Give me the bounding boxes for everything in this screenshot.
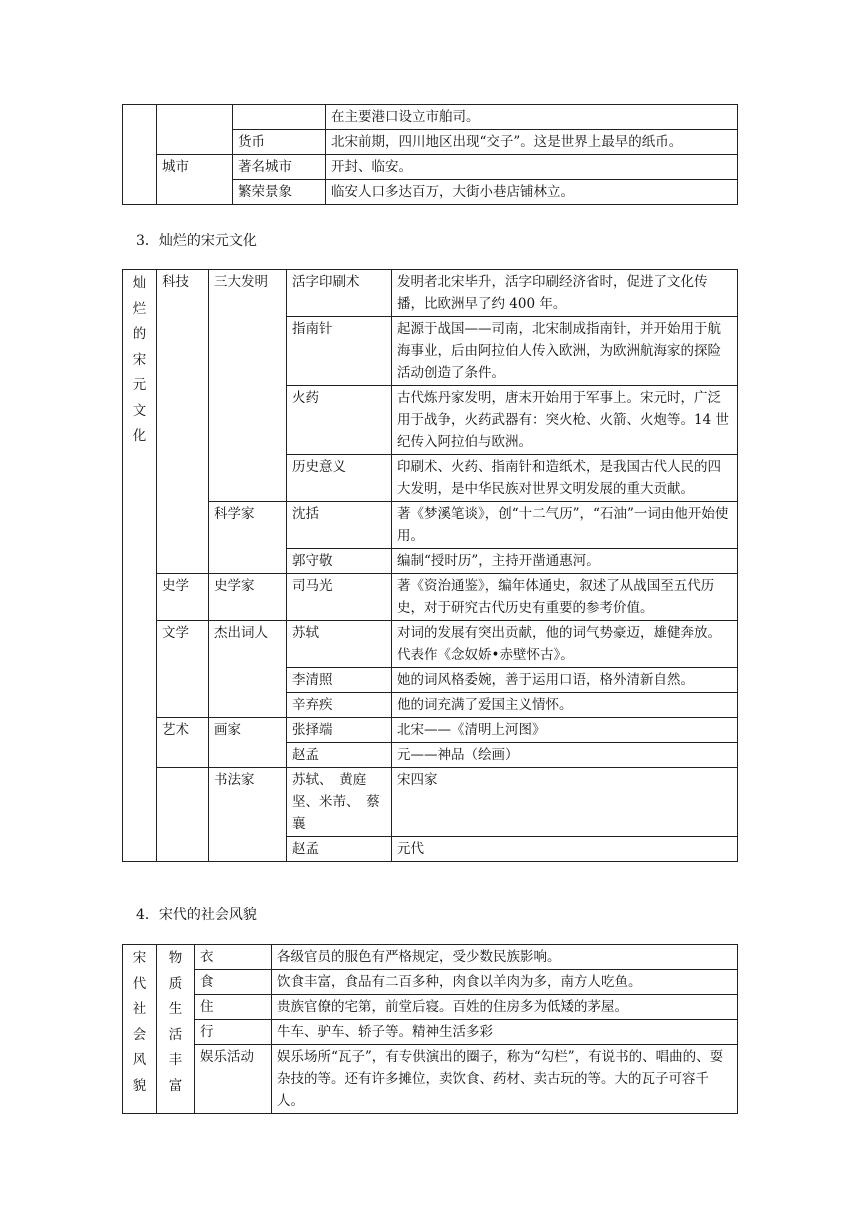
table-cell-content: 娱乐场所“瓦子”，有专供演出的圈子，称为“勾栏”，有说书的、唱曲的、耍杂技的等。还有许多摊位，卖饮食、药材、卖古玩的等。大的瓦子可容千人。 — [272, 1045, 738, 1114]
table-cell-category: 艺术 — [157, 718, 209, 768]
table-cell-category: 文学 — [157, 621, 209, 718]
table-cell-item: 郭守敬 — [287, 549, 392, 574]
table-cell-content: 北宋前期，四川地区出现“交子”。这是世界上最早的纸币。 — [326, 130, 738, 155]
table-cell-content: 牛车、驴车、轿子等。精神生活多彩 — [272, 1020, 738, 1045]
table-cell-category: 物 质 生 活 丰 富 — [157, 945, 195, 1114]
table-cell-content: 她的词风格委婉，善于运用口语，格外清新自然。 — [392, 668, 738, 693]
table-cell-sub: 繁荣景象 — [233, 180, 326, 205]
table-row — [123, 574, 738, 621]
table-song-society — [122, 944, 738, 1114]
table-cell-item: 苏轼、 黄庭坚、米芾、 蔡襄 — [287, 768, 392, 837]
section-heading: 4．宋代的社会风貌 — [136, 907, 257, 923]
table-cell-item: 赵孟 — [287, 743, 392, 768]
table-cell-sub: 史学家 — [209, 574, 287, 621]
table-row — [123, 155, 738, 180]
table-cell-item: 司马光 — [287, 574, 392, 621]
table-row — [123, 995, 738, 1020]
table-cell-sub: 住 — [195, 995, 272, 1020]
table-cell-content: 宋四家 — [392, 768, 738, 837]
table-cell-empty — [123, 105, 157, 205]
table-row — [123, 1045, 738, 1114]
table-row — [123, 1020, 738, 1045]
table-cell-content: 起源于战国——司南，北宋制成指南针，并开始用于航海事业，后由阿拉伯人传入欧洲，为欧洲航海家的探险活动创造了条件。 — [392, 317, 738, 386]
table-cell-content: 发明者北宋毕升，活字印刷经济省时，促进了文化传播，比欧洲早了约 400 年。 — [392, 270, 738, 317]
table-cell-content: 各级官员的服色有严格规定，受少数民族影响。 — [272, 945, 738, 970]
table-cell-empty — [157, 105, 233, 155]
table-cell-content: 他的词充满了爱国主义情怀。 — [392, 693, 738, 718]
table-cell-content: 著《梦溪笔谈》，创“十二气历”，“石油”一词由他开始使用。 — [392, 502, 738, 549]
table-cell-item: 辛弃疾 — [287, 693, 392, 718]
table-cell-item: 历史意义 — [287, 455, 392, 502]
table-cell-content: 编制“授时历”，主持开凿通惠河。 — [392, 549, 738, 574]
table-cell-sub: 杰出词人 — [209, 621, 287, 718]
table-cell-content: 开封、临安。 — [326, 155, 738, 180]
table-cell-content: 在主要港口设立市舶司。 — [326, 105, 738, 130]
table-cell-content: 对词的发展有突出贡献，他的词气势豪迈，雄健奔放。代表作《念奴娇•赤壁怀古》。 — [392, 621, 738, 668]
table-cell-item: 活字印刷术 — [287, 270, 392, 317]
table-cell-item: 火药 — [287, 386, 392, 455]
table-cell-content: 古代炼丹家发明，唐末开始用于军事上。宋元时，广泛用于战争，火药武器有：突火枪、火箭、火炮等。14 世纪传入阿拉伯与欧洲。 — [392, 386, 738, 455]
table-cell-sub: 货币 — [233, 130, 326, 155]
table-cell-sub: 娱乐活动 — [195, 1045, 272, 1114]
table-row — [123, 718, 738, 743]
table-economy-continued — [122, 104, 738, 205]
table-cell-item: 赵孟 — [287, 837, 392, 862]
table-cell-main-label: 灿 烂 的 宋 元 文 化 — [123, 270, 157, 862]
table-row — [123, 502, 738, 549]
table-cell-sub: 三大发明 — [209, 270, 287, 502]
table-cell-item: 指南针 — [287, 317, 392, 386]
table-cell-item: 沈括 — [287, 502, 392, 549]
table-cell-main-label: 宋 代 社 会 风 貌 — [123, 945, 157, 1114]
table-row — [123, 768, 738, 837]
table-cell-content: 饮食丰富，食品有二百多种，肉食以羊肉为多，南方人吃鱼。 — [272, 970, 738, 995]
table-cell-item: 张择端 — [287, 718, 392, 743]
table-row — [123, 621, 738, 668]
table-cell-content: 元——神品（绘画） — [392, 743, 738, 768]
table-cell-item: 李清照 — [287, 668, 392, 693]
table-cell-content: 贵族官僚的宅第，前堂后寝。百姓的住房多为低矮的茅屋。 — [272, 995, 738, 1020]
table-row — [123, 270, 738, 317]
table-cell-content: 北宋——《清明上河图》 — [392, 718, 738, 743]
table-cell-content: 临安人口多达百万，大街小巷店铺林立。 — [326, 180, 738, 205]
table-cell-item: 苏轼 — [287, 621, 392, 668]
table-cell-content: 元代 — [392, 837, 738, 862]
table-cell-category: 科技 — [157, 270, 209, 574]
section-heading: 3．灿烂的宋元文化 — [136, 233, 257, 249]
table-row — [123, 945, 738, 970]
table-cell-sub — [233, 105, 326, 130]
table-cell-sub: 著名城市 — [233, 155, 326, 180]
table-row — [123, 970, 738, 995]
table-cell-content: 印刷术、火药、指南针和造纸术，是我国古代人民的四大发明，是中华民族对世界文明发展的重大贡献。 — [392, 455, 738, 502]
table-cell-category: 城市 — [157, 155, 233, 205]
table-cell-content: 著《资治通鉴》，编年体通史，叙述了从战国至五代历史，对于研究古代历史有重要的参考价值。 — [392, 574, 738, 621]
table-cell-sub: 画家 — [209, 718, 287, 768]
table-cell-category: 史学 — [157, 574, 209, 621]
table-cell-sub: 科学家 — [209, 502, 287, 574]
table-cell-sub: 食 — [195, 970, 272, 995]
table-cell-sub: 衣 — [195, 945, 272, 970]
table-row — [123, 105, 738, 130]
table-cell-empty — [157, 768, 209, 862]
table-song-yuan-culture — [122, 269, 738, 862]
table-cell-sub: 书法家 — [209, 768, 287, 862]
table-cell-sub: 行 — [195, 1020, 272, 1045]
